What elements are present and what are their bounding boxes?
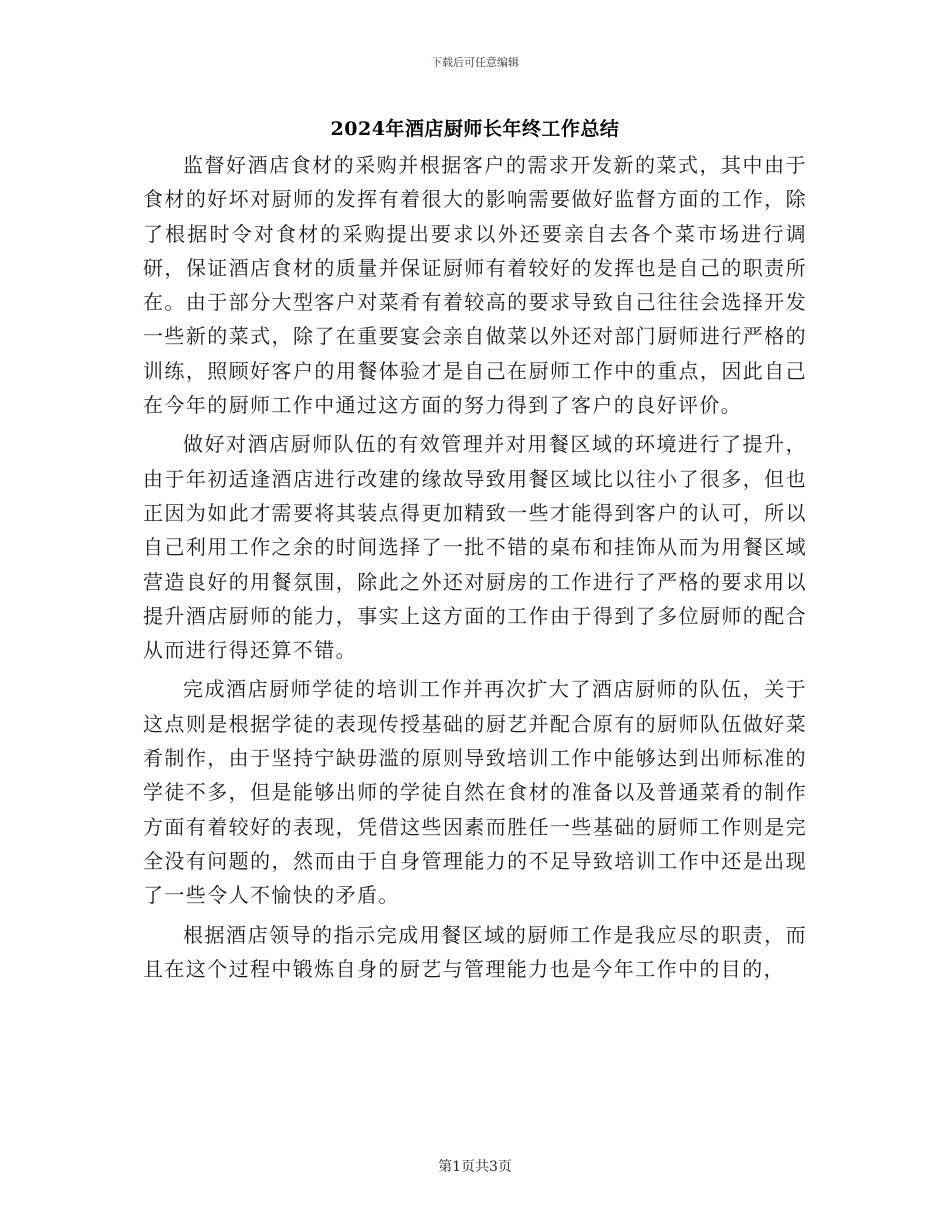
paragraph-3: 完成酒店厨师学徒的培训工作并再次扩大了酒店厨师的队伍，关于这点则是根据学徒的表现传授基础的厨艺并配合原有的厨师队伍做好菜肴制作，由于坚持宁缺毋滥的原则导致培训工作中能够达到出师标准的学徒不多，但是能够出师的学徒自然在食材的准备以及普通菜肴的制作方面有着较好的表现，凭借这些因素而胜任一些基础的厨师工作则是完全没有问题的，然而由于自身管理能力的不足导致培训工作中还是出现了一些令人不愉快的矛盾。 (143, 677, 807, 908)
paragraph-1: 监督好酒店食材的采购并根据客户的需求开发新的菜式，其中由于食材的好坏对厨师的发挥有着很大的影响需要做好监督方面的工作，除了根据时令对食材的采购提出要求以外还要亲自去各个菜市场进行调研，保证酒店食材的质量并保证厨师有着较好的发挥也是自己的职责所在。由于部分大型客户对菜肴有着较高的要求导致自己往往会选择开发一些新的菜式，除了在重要宴会亲自做菜以外还对部门厨师进行严格的训练，照顾好客户的用餐体验才是自己在厨师工作中的重点，因此自己在今年的厨师工作中通过这方面的努力得到了客户的良好评价。 (143, 153, 807, 418)
paragraph-4: 根据酒店领导的指示完成用餐区域的厨师工作是我应尽的职责，而且在这个过程中锻炼自身的厨艺与管理能力也是今年工作中的目的， (143, 922, 807, 981)
page-header-note: 下载后可任意编辑 (431, 56, 519, 69)
document-body (143, 148, 807, 991)
page-number-footer: 第1页共3页 (438, 1159, 512, 1175)
paragraph-2: 做好对酒店厨师队伍的有效管理并对用餐区域的环境进行了提升，由于年初适逢酒店进行改建的缘故导致用餐区域比以往小了很多，但也正因为如此才需要将其装点得更加精致一些才能得到客户的认可，所以自己利用工作之余的时间选择了一批不错的桌布和挂饰从而为用餐区域营造良好的用餐氛围，除此之外还对厨房的工作进行了严格的要求用以提升酒店厨师的能力，事实上这方面的工作由于得到了多位厨师的配合从而进行得还算不错。 (143, 432, 807, 663)
document-title: 2024年酒店厨师长年终工作总结 (330, 118, 620, 140)
